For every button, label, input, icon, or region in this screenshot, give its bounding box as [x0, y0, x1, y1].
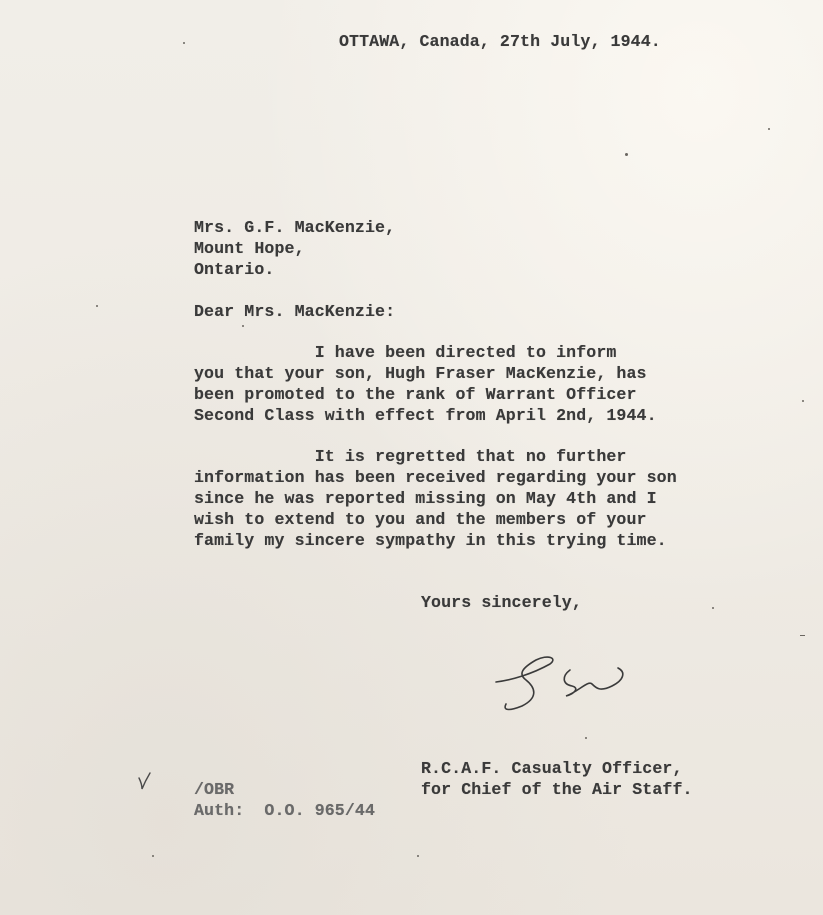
dateline: OTTAWA, Canada, 27th July, 1944. [339, 32, 661, 51]
paragraph1-line: you that your son, Hugh Fraser MacKenzie, has [194, 364, 647, 383]
paper-speck [152, 855, 154, 857]
reference-initials: /OBR [194, 780, 235, 799]
check-mark-icon [136, 770, 152, 792]
paper-speck [242, 325, 244, 327]
paper-speck [712, 607, 714, 609]
paper-speck [96, 305, 98, 307]
paper-speck [183, 42, 185, 44]
paper-speck [585, 737, 587, 739]
paragraph1-line: I have been directed to inform [194, 343, 617, 362]
salutation: Dear Mrs. MacKenzie: [194, 302, 396, 321]
paper-speck [625, 153, 628, 156]
paragraph2-line: It is regretted that no further [194, 447, 627, 466]
paragraph1-line: Second Class with effect from April 2nd, 1944. [194, 406, 657, 425]
paragraph2-line: since he was reported missing on May 4th and I [194, 489, 657, 508]
recipient-city: Mount Hope, [194, 239, 305, 258]
closing: Yours sincerely, [421, 593, 582, 612]
signature-icon [492, 650, 632, 715]
paper-speck [417, 855, 419, 857]
recipient-province: Ontario. [194, 260, 275, 279]
paragraph2-line: family my sincere sympathy in this trying time. [194, 531, 667, 550]
paper-speck [800, 635, 805, 636]
recipient-name: Mrs. G.F. MacKenzie, [194, 218, 396, 237]
signatory-title: R.C.A.F. Casualty Officer, [421, 759, 683, 778]
paragraph2-line: wish to extend to you and the members of your [194, 510, 647, 529]
reference-authority: Auth: O.O. 965/44 [194, 801, 376, 820]
paper-speck [802, 400, 804, 402]
paragraph1-line: been promoted to the rank of Warrant Officer [194, 385, 637, 404]
signatory-for: for Chief of the Air Staff. [421, 780, 693, 799]
paragraph2-line: information has been received regarding your son [194, 468, 677, 487]
paper-speck [768, 128, 770, 130]
